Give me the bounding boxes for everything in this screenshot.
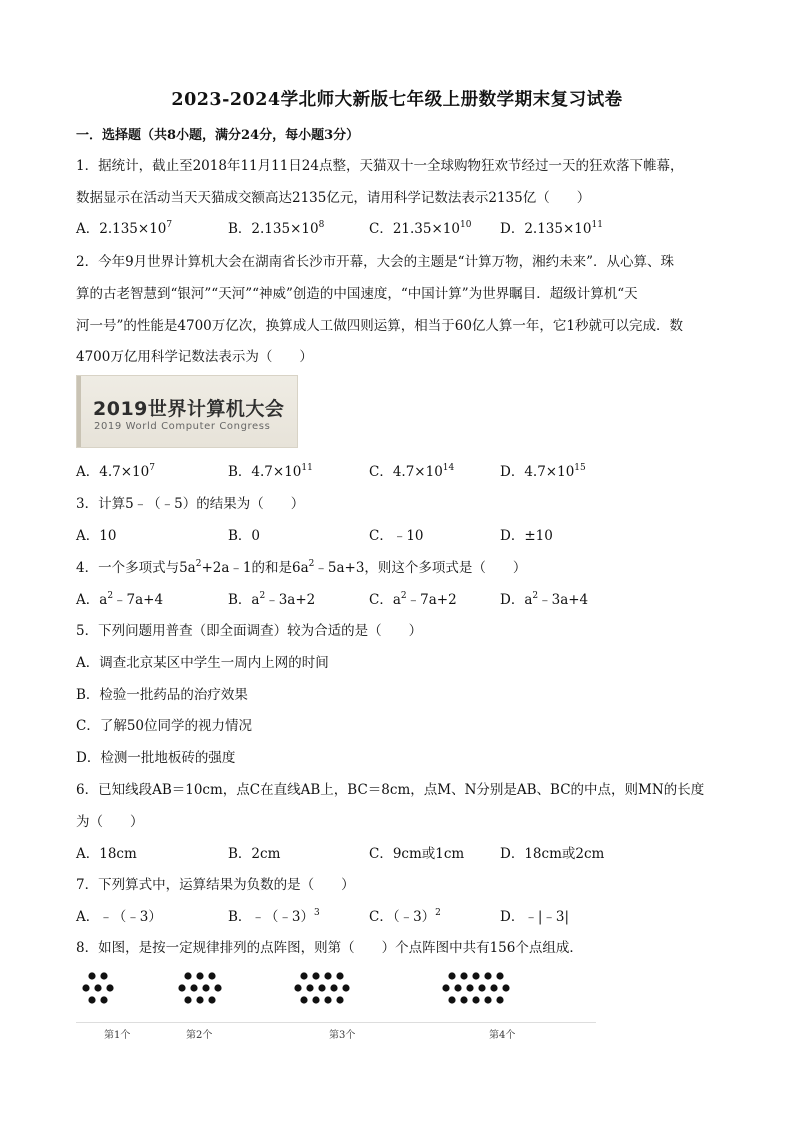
q4-option-a[interactable]: [76, 592, 163, 608]
q3-option-c[interactable]: C．﹣10: [369, 528, 424, 544]
q1-stem-line2: 数据显示在活动当天天猫成交额高达2135亿元，请用科学记数法表示2135亿（ ）: [76, 190, 591, 206]
dot-p4-r0-1: [460, 972, 467, 979]
q5-option-b[interactable]: B．检验一批药品的治疗效果: [76, 687, 248, 703]
q2-option-c-text: C．4.7×10: [369, 464, 443, 480]
q4-option-a-part2: ﹣7a+4: [113, 592, 164, 608]
dot-p2-r0-2: [208, 972, 215, 979]
q1-option-d-text: D．2.135×10: [500, 221, 592, 237]
q4-stem-part1: 4．一个多项式与5a: [76, 560, 196, 576]
q2-option-a-text: A．4.7×10: [76, 464, 150, 480]
dot-p3-r0-0: [300, 972, 307, 979]
dot-p3-r1-1: [306, 984, 313, 991]
q7-option-b[interactable]: [228, 909, 320, 925]
q4-option-b-exp: 2: [259, 591, 266, 601]
image-edge: [77, 376, 81, 447]
q1-option-d-exp: 11: [591, 220, 603, 230]
q3-option-a[interactable]: A．10: [76, 528, 117, 544]
dot-p2-r2-1: [196, 996, 203, 1003]
dot-p2-r2-2: [208, 996, 215, 1003]
dot-p4-r2-4: [496, 996, 503, 1003]
q4-stem: [76, 560, 526, 576]
q2-stem-line1: 2．今年9月世界计算机大会在湖南省长沙市开幕，大会的主题是“计算万物，湘约未来”．从心算、珠: [76, 254, 674, 270]
q1-option-b-exp: 8: [318, 220, 325, 230]
dot-p2-r1-1: [190, 984, 197, 991]
dot-pattern-caption-1: 第1个: [104, 1030, 131, 1041]
dot-p4-r1-0: [442, 984, 449, 991]
page-title: 2023-2024学北师大新版七年级上册数学期末复习试卷: [171, 90, 623, 110]
q4-stem-exp1: 2: [195, 559, 202, 569]
dot-p4-r0-2: [472, 972, 479, 979]
q2-option-b[interactable]: [228, 464, 313, 480]
q1-option-b[interactable]: [228, 221, 324, 237]
section-heading: 一．选择题（共8小题，满分24分，每小题3分）: [76, 128, 360, 143]
dot-p1-r0-0: [88, 972, 95, 979]
q1-option-a-exp: 7: [166, 220, 173, 230]
q4-option-d-part2: ﹣3a+4: [538, 592, 589, 608]
q2-stem-line3: 河一号”的性能是4700万亿次，换算成人工做四则运算，相当于60亿人算一年，它1秒就可以完成．数: [76, 318, 684, 334]
image-subtitle: 2019 World Computer Congress: [94, 421, 271, 432]
q1-option-c[interactable]: [369, 221, 471, 237]
q3-stem: 3．计算5﹣（﹣5）的结果为（ ）: [76, 496, 305, 512]
q2-option-a-exp: 7: [149, 463, 155, 473]
q4-option-b-part1: B．a: [228, 592, 260, 608]
q1-option-d[interactable]: [500, 221, 603, 237]
q7-option-a[interactable]: A．﹣（﹣3）: [76, 909, 162, 925]
q2-option-b-exp: 11: [301, 463, 313, 473]
dot-p3-r2-3: [336, 996, 343, 1003]
dot-p2-r1-2: [202, 984, 209, 991]
q4-option-c-part1: C．a: [369, 592, 401, 608]
q2-stem-line4: 4700万亿用科学记数法表示为（ ）: [76, 349, 313, 365]
dot-p4-r2-2: [472, 996, 479, 1003]
q4-option-b[interactable]: [228, 592, 315, 608]
q4-option-a-part1: A．a: [76, 592, 108, 608]
dot-p3-r1-4: [342, 984, 349, 991]
dot-p3-r2-0: [300, 996, 307, 1003]
q4-option-c-exp: 2: [400, 591, 407, 601]
dot-p4-r1-4: [490, 984, 497, 991]
q6-option-a[interactable]: A．18cm: [76, 846, 137, 862]
dot-p4-r1-2: [466, 984, 473, 991]
q4-stem-part2: +2a﹣1的和是6a: [201, 560, 309, 576]
dot-p3-r1-0: [294, 984, 301, 991]
q5-option-a[interactable]: A．调查北京某区中学生一周内上网的时间: [76, 655, 329, 671]
world-computer-congress-image: [76, 375, 298, 448]
figure-baseline: [76, 1022, 596, 1023]
dot-p2-r0-1: [196, 972, 203, 979]
dot-p3-r2-2: [324, 996, 331, 1003]
q4-option-a-exp: 2: [107, 591, 114, 601]
q7-option-c-exp: 2: [435, 908, 441, 918]
q4-option-b-part2: ﹣3a+2: [265, 592, 316, 608]
dot-p3-r1-3: [330, 984, 337, 991]
q6-option-c[interactable]: C．9cm或1cm: [369, 846, 465, 862]
q5-stem: 5．下列问题用普查（即全面调查）较为合适的是（ ）: [76, 623, 423, 639]
dot-p1-r2-0: [88, 996, 95, 1003]
image-title: 2019世界计算机大会: [93, 398, 285, 420]
q7-option-c[interactable]: [369, 909, 441, 925]
q7-stem: 7．下列算式中，运算结果为负数的是（ ）: [76, 877, 355, 893]
q2-option-d[interactable]: [500, 464, 586, 480]
q5-option-d[interactable]: D．检测一批地板砖的强度: [76, 750, 236, 766]
q4-stem-part3: ﹣5a+3，则这个多项式是（ ）: [314, 560, 527, 576]
dot-pattern-figure: [76, 966, 596, 1024]
dot-p4-r1-5: [502, 984, 509, 991]
q7-option-b-text: B．﹣（﹣3）: [228, 909, 315, 925]
q4-option-c[interactable]: [369, 592, 457, 608]
dot-p2-r2-0: [184, 996, 191, 1003]
q1-option-c-exp: 10: [459, 220, 472, 230]
dot-p3-r0-3: [336, 972, 343, 979]
dot-p4-r0-4: [496, 972, 503, 979]
q7-option-c-text: C．（﹣3）: [369, 909, 436, 925]
q7-option-b-exp: 3: [314, 908, 320, 918]
q3-option-b[interactable]: B．0: [228, 528, 261, 544]
dot-p2-r1-0: [178, 984, 185, 991]
dot-p1-r2-1: [100, 996, 107, 1003]
dot-p2-r0-0: [184, 972, 191, 979]
q4-option-d-exp: 2: [532, 591, 539, 601]
dot-p2-r1-3: [214, 984, 221, 991]
q1-option-a-text: A．2.135×10: [76, 221, 167, 237]
dot-p1-r1-0: [82, 984, 89, 991]
dot-p3-r2-1: [312, 996, 319, 1003]
dot-p3-r1-2: [318, 984, 325, 991]
q1-option-a[interactable]: [76, 221, 172, 237]
dot-p4-r1-1: [454, 984, 461, 991]
q4-stem-exp2: 2: [308, 559, 315, 569]
q6-stem-line1: 6．已知线段AB＝10cm，点C在直线AB上，BC＝8cm，点M、N分别是AB、BC的中点，则MN的长度: [76, 782, 705, 798]
dot-p4-r0-3: [484, 972, 491, 979]
dot-p3-r0-2: [324, 972, 331, 979]
q2-option-c[interactable]: [369, 464, 454, 480]
q7-option-d[interactable]: D．﹣|﹣3|: [500, 909, 570, 925]
dot-pattern-caption-3: 第3个: [329, 1030, 356, 1041]
q6-stem-line2: 为（ ）: [76, 814, 144, 830]
dot-p4-r1-3: [478, 984, 485, 991]
dot-p4-r0-0: [448, 972, 455, 979]
q8-stem: 8．如图，是按一定规律排列的点阵图，则第（ ）个点阵图中共有156个点组成．: [76, 940, 583, 956]
q2-option-a[interactable]: [76, 464, 155, 480]
dot-p1-r1-1: [94, 984, 101, 991]
dot-p4-r2-1: [460, 996, 467, 1003]
q1-option-b-text: B．2.135×10: [228, 221, 319, 237]
q1-option-c-text: C．21.35×10: [369, 221, 460, 237]
dot-pattern-caption-2: 第2个: [186, 1030, 213, 1041]
q2-option-d-text: D．4.7×10: [500, 464, 575, 480]
q2-option-d-exp: 15: [574, 463, 586, 473]
q6-option-b[interactable]: B．2cm: [228, 846, 281, 862]
q3-option-d[interactable]: D．±10: [500, 528, 553, 544]
dot-p4-r2-0: [448, 996, 455, 1003]
dot-p1-r0-1: [100, 972, 107, 979]
q5-option-c[interactable]: C．了解50位同学的视力情况: [76, 718, 253, 734]
q4-option-d-part1: D．a: [500, 592, 533, 608]
q4-option-d[interactable]: [500, 592, 588, 608]
q2-option-b-text: B．4.7×10: [228, 464, 302, 480]
q1-stem-line1: 1．据统计，截止至2018年11月11日24点整，天猫双十一全球购物狂欢节经过一天的狂欢落下帷幕，: [76, 158, 684, 174]
dot-p1-r1-2: [106, 984, 113, 991]
q2-option-c-exp: 14: [442, 463, 455, 473]
dot-p3-r0-1: [312, 972, 319, 979]
dot-pattern-caption-4: 第4个: [489, 1030, 516, 1041]
q2-stem-line2: 算的古老智慧到“银河”“天河”“神威”创造的中国速度，“中国计算”为世界瞩目．超级计算机“天: [76, 286, 638, 302]
q6-option-d[interactable]: D．18cm或2cm: [500, 846, 605, 862]
dot-p4-r2-3: [484, 996, 491, 1003]
q4-option-c-part2: ﹣7a+2: [406, 592, 457, 608]
